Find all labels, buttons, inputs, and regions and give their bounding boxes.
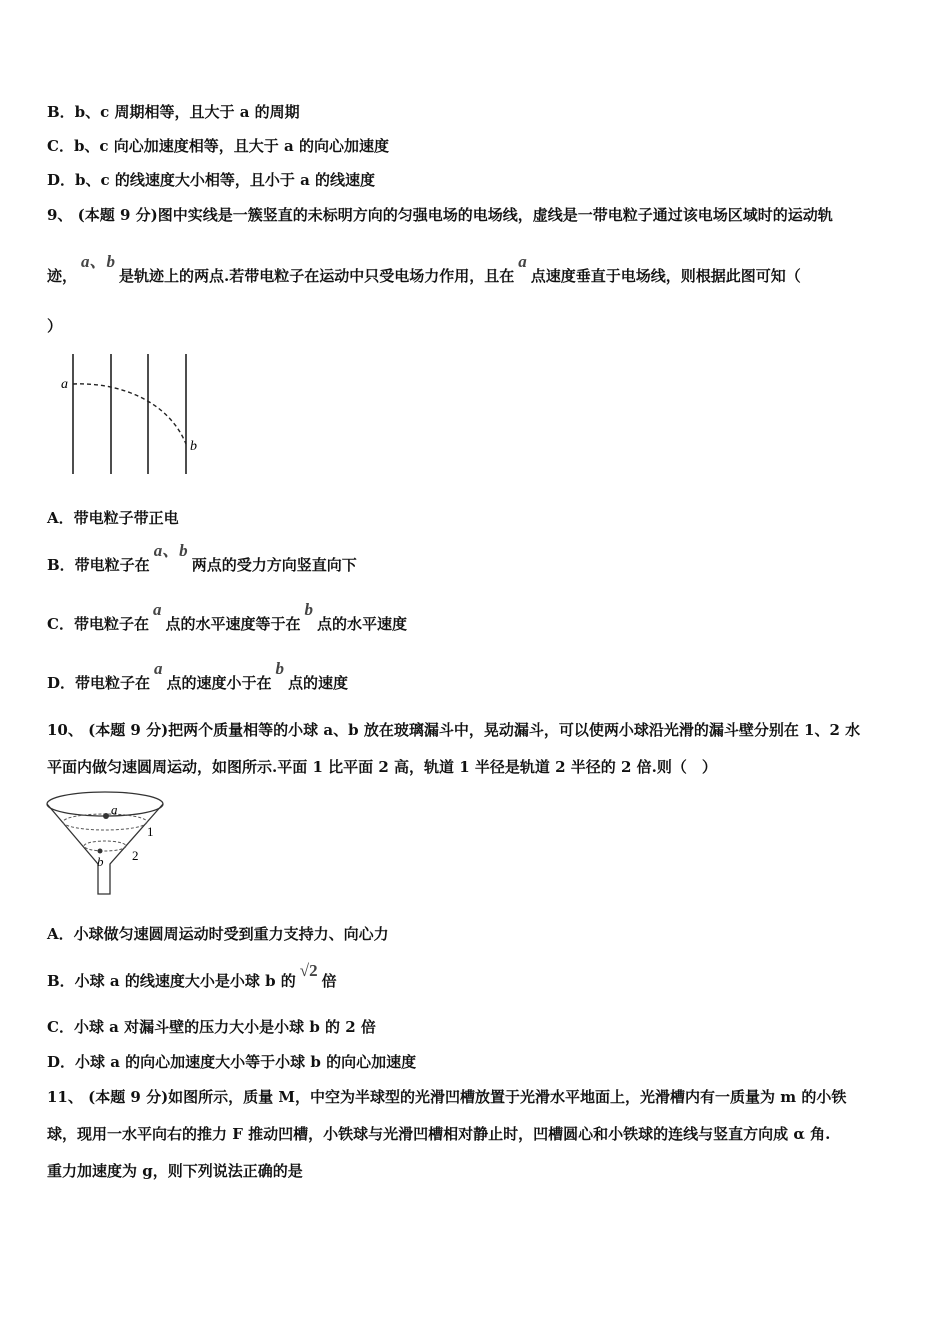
ball-b <box>98 849 103 854</box>
ball-b-label: b <box>97 854 104 869</box>
q10-option-c: C．小球 a 对漏斗壁的压力大小是小球 b 的 2 倍 <box>47 1018 376 1036</box>
q11-stem-line3: 重力加速度为 g，则下列说法正确的是 <box>47 1162 303 1180</box>
q9-stem-line2 <box>47 252 801 286</box>
q10-option-d: D．小球 a 的向心加速度大小等于小球 b 的向心加速度 <box>47 1053 417 1071</box>
option-text: 点的水平速度 <box>316 615 407 633</box>
q9-field-diagram <box>58 350 208 478</box>
q11-stem-line1: 11、 (本题 9 分)如图所示，质量 M，中空为半球型的光滑凹槽放置于光滑水平地面上，光滑槽内有一质量为 m 的小铁 <box>47 1088 847 1106</box>
q9-stem-text: 点速度垂直于电场线，则根据此图可知（ <box>530 267 801 285</box>
q10-option-a: A．小球做匀速圆周运动时受到重力支持力、向心力 <box>47 925 389 943</box>
q10-option-b <box>47 961 337 991</box>
q8-option-d: D．b、c 的线速度大小相等，且小于 a 的线速度 <box>47 171 376 189</box>
ball-a-label: a <box>111 802 118 817</box>
q11-stem-line2: 球，现用一水平向右的推力 F 推动凹槽，小铁球与光滑凹槽相对静止时，凹槽圆心和小铁球的连线与竖直方向成 α 角. <box>47 1125 831 1143</box>
option-text: 倍 <box>321 972 337 990</box>
q8-option-b: B．b、c 周期相等，且大于 a 的周期 <box>47 103 300 121</box>
orbit-2 <box>84 841 126 851</box>
q9-var-ab: a、b <box>81 252 116 271</box>
option-var: b <box>304 600 313 619</box>
q9-stem-text: 迹， <box>47 267 78 285</box>
q9-stem-line3: ） <box>47 317 63 335</box>
ball-a <box>103 813 109 819</box>
q10-stem-line2: 平面内做匀速圆周运动，如图所示.平面 1 比平面 2 高，轨道 1 半径是轨道 2 半径的 2 倍.则（ ） <box>47 758 717 776</box>
q9-var-a: a <box>518 252 527 271</box>
funnel-rim <box>47 792 163 816</box>
option-text: 点的速度小于在 <box>166 674 272 692</box>
point-a-label: a <box>61 377 68 392</box>
option-text: 两点的受力方向竖直向下 <box>191 556 357 574</box>
q10-stem-line1: 10、 (本题 9 分)把两个质量相等的小球 a、b 放在玻璃漏斗中，晃动漏斗，可以使两小球沿光滑的漏斗壁分别在 1、2 水 <box>47 721 861 739</box>
option-var: a、b <box>153 541 188 560</box>
option-text: C．带电粒子在 <box>47 615 149 633</box>
option-var: a <box>152 600 162 619</box>
option-text: 点的水平速度等于在 <box>165 615 301 633</box>
option-text: 点的速度 <box>288 674 349 692</box>
q10-funnel-diagram <box>40 788 170 903</box>
sqrt-two: √2 <box>299 961 318 980</box>
point-b-label: b <box>190 439 197 454</box>
option-var: a <box>154 659 163 678</box>
q8-option-c: C．b、c 向心加速度相等，且大于 a 的向心加速度 <box>47 137 389 155</box>
q9-stem-text: 是轨迹上的两点.若带电粒子在运动中只受电场力作用，且在 <box>119 267 515 285</box>
q9-option-a: A．带电粒子带正电 <box>47 509 179 527</box>
option-text: D．带电粒子在 <box>47 674 151 692</box>
option-text: B．小球 a 的线速度大小是小球 b 的 <box>47 972 296 990</box>
q9-option-d <box>47 659 349 693</box>
q9-option-b <box>47 541 357 575</box>
trajectory-path <box>73 384 186 444</box>
q9-stem-line1: 9、 (本题 9 分)图中实线是一簇竖直的未标明方向的匀强电场的电场线，虚线是一带电粒子通过该电场区域时的运动轨 <box>47 206 833 224</box>
plane-2-label: 2 <box>132 848 139 863</box>
q9-option-c <box>47 600 407 634</box>
option-text: B．带电粒子在 <box>47 556 150 574</box>
option-var: b <box>275 659 285 678</box>
plane-1-label: 1 <box>147 824 154 839</box>
